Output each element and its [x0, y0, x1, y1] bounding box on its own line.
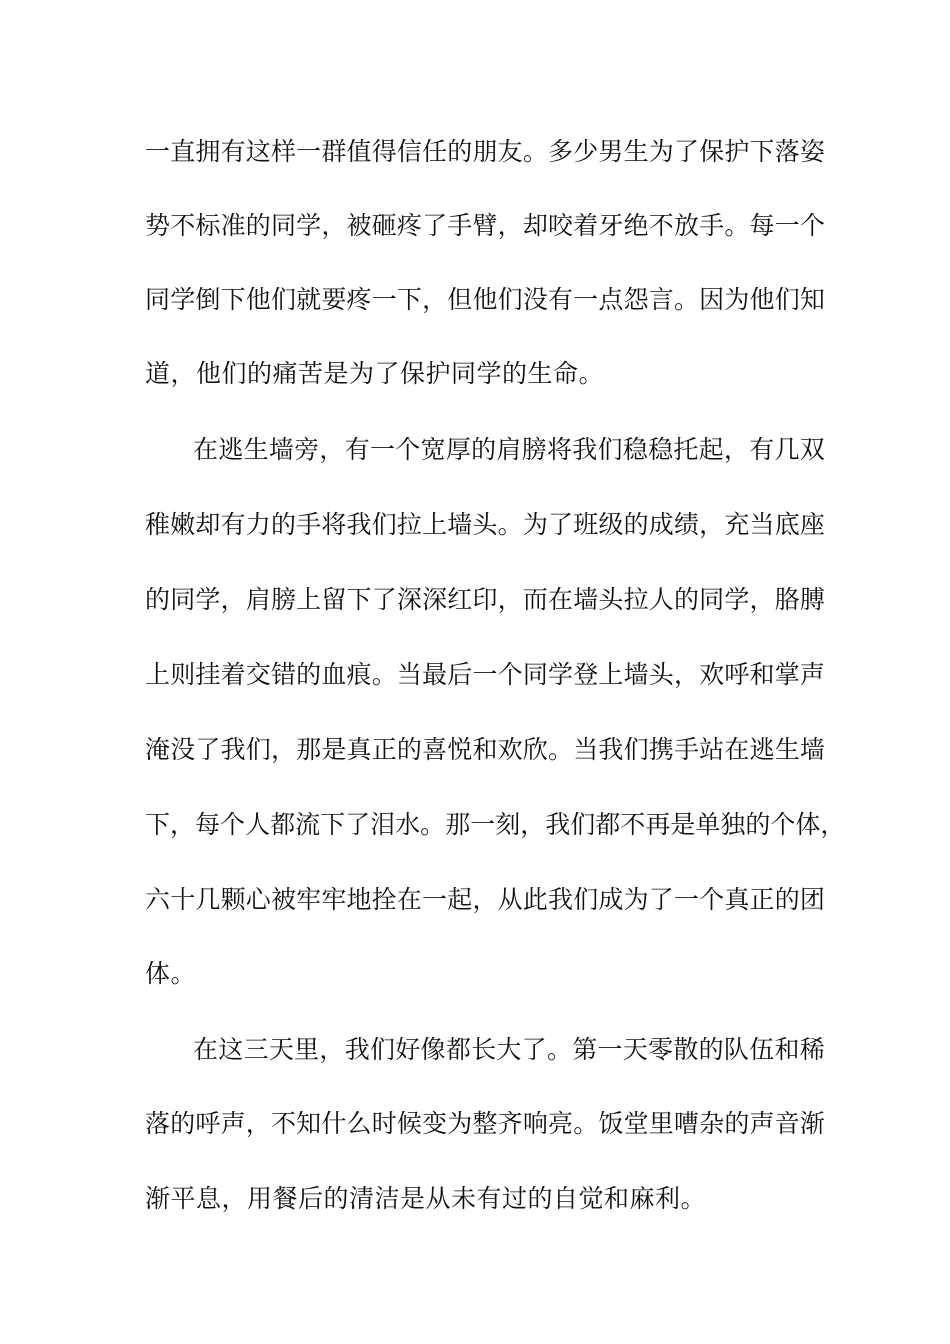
paragraph-2-line-3: 的 同 学 ， 肩 膀 上 留 下 了 深 深 红 印 ， 而 在 墙 头 拉 人 的 同 学 ， 胳 膊: [145, 585, 825, 614]
paragraph-3-line-3: 渐平息，用餐后的清洁是从未有过的自觉和麻利。: [145, 1184, 707, 1213]
paragraph-2-line-2: 稚 嫩 却 有 力 的 手 将 我 们 拉 上 墙 头 。 为 了 班 级 的 成 绩 ， 充 当 底 座: [145, 510, 825, 539]
paragraph-1-line-2: 势 不 标 准 的 同 学 ， 被 砸 疼 了 手 臂 ， 却 咬 着 牙 绝 不 放 手 。 每 一 个: [145, 211, 825, 240]
paragraph-2-line-7: 六 十 几 颗 心 被 牢 牢 地 拴 在 一 起 ， 从 此 我 们 成 为 了 一 个 真 正 的 团: [145, 885, 825, 914]
paragraph-1-line-3: 同 学 倒 下 他 们 就 要 疼 一 下 ， 但 他 们 没 有 一 点 怨 言 。 因 为 他 们 知: [145, 285, 825, 314]
paragraph-2-line-1: 在 逃 生 墙 旁 ， 有 一 个 宽 厚 的 肩 膀 将 我 们 稳 稳 托 起 ， 有 几 双: [193, 435, 825, 464]
paragraph-1-line-4: 道，他们的痛苦是为了保护同学的生命。: [145, 359, 605, 388]
paragraph-2-line-8: 体。: [145, 959, 197, 988]
paragraph-2-line-5: 淹 没 了 我 们 ， 那 是 真 正 的 喜 悦 和 欢 欣 。 当 我 们 携 手 站 在 逃 生 墙: [145, 735, 825, 764]
paragraph-3-line-2: 落 的 呼 声 ， 不 知 什 么 时 候 变 为 整 齐 响 亮 。 饭 堂 里 嘈 杂 的 声 音 渐: [145, 1109, 825, 1138]
paragraph-2-line-4: 上 则 挂 着 交 错 的 血 痕 。 当 最 后 一 个 同 学 登 上 墙 头 ， 欢 呼 和 掌 声: [145, 660, 825, 689]
paragraph-2-line-6: 下 ， 每 个 人 都 流 下 了 泪 水 。 那 一 刻 ， 我 们 都 不 再 是 单 独 的 个 体 ，: [145, 810, 846, 839]
paragraph-1-line-1: 一 直 拥 有 这 样 一 群 值 得 信 任 的 朋 友 。 多 少 男 生 为 了 保 护 下 落 姿: [145, 137, 825, 166]
paragraph-3-line-1: 在 这 三 天 里 ， 我 们 好 像 都 长 大 了 。 第 一 天 零 散 的 队 伍 和 稀: [193, 1035, 825, 1064]
